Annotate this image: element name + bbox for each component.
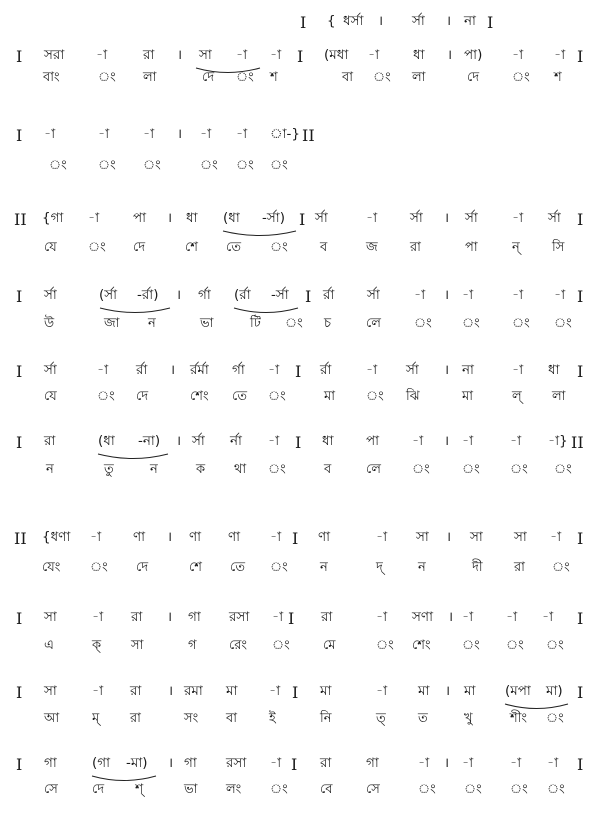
note: রসা (229, 609, 250, 625)
note: -া (366, 210, 378, 226)
note: -র্রা) (137, 287, 159, 303)
lyric-syllable: এ (44, 638, 54, 653)
lyric-syllable: ং (270, 782, 288, 797)
note: -া (412, 433, 424, 449)
note: -া} (548, 433, 568, 449)
bar-line: I (16, 609, 23, 628)
bar-line: I (299, 210, 306, 229)
note: । (167, 609, 173, 625)
bar-line: I (577, 362, 584, 381)
note: । (446, 13, 452, 29)
lyric-syllable: থা (234, 462, 247, 477)
note: মা) (546, 683, 563, 699)
lyric-syllable: জ (366, 240, 378, 255)
note: -া (97, 362, 109, 378)
bar-line: II (302, 126, 315, 145)
lyric-syllable: যে (44, 240, 57, 255)
note: (র্সা (99, 287, 118, 303)
lyric-syllable: আ (44, 711, 60, 726)
note: -া (366, 362, 378, 378)
note: র্সা (315, 210, 328, 226)
bar-line: I (577, 210, 584, 229)
bar-line: I (292, 529, 299, 548)
lyric-syllable: ং (547, 782, 565, 797)
note: ধা (413, 47, 425, 63)
note: (মপা (505, 683, 531, 699)
lyric-syllable: ই (269, 711, 276, 726)
note: । (176, 287, 182, 303)
lyric-syllable: ত (418, 711, 428, 726)
lyric-syllable: সে (366, 782, 380, 797)
note: মা (464, 683, 476, 699)
note: {গা (42, 210, 64, 226)
lyric-syllable: ং (268, 389, 286, 404)
lyric-syllable: বাং (43, 70, 60, 85)
bar-line: I (288, 609, 295, 628)
note: র্রর্মা (190, 362, 209, 378)
note: -া (376, 609, 388, 625)
lyric-syllable: শেং (412, 638, 431, 653)
note: -া (200, 126, 212, 142)
note: । (167, 210, 173, 226)
note: । (378, 13, 384, 29)
lyric-syllable: দী (472, 560, 483, 575)
lyric-syllable: ভা (200, 316, 214, 331)
note: ধর্সা (343, 13, 364, 29)
lyric-syllable: রা (410, 240, 421, 255)
bar-line: I (16, 433, 23, 452)
note: -া (512, 287, 524, 303)
lyric-syllable: ং (270, 158, 288, 173)
lyric-syllable: খু (464, 711, 473, 726)
lyric-syllable: ং (49, 158, 67, 173)
note: পা (133, 210, 147, 226)
bar-line: I (16, 47, 23, 66)
lyric-syllable: ং (412, 462, 430, 477)
bar-line: I (577, 47, 584, 66)
note: রা (44, 433, 56, 449)
lyric-syllable: বা (226, 711, 238, 726)
note: । (446, 529, 452, 545)
lyric-syllable: রা (514, 560, 525, 575)
lyric-syllable: চ (324, 316, 332, 331)
note: মা (226, 683, 238, 699)
lyric-syllable: ং (552, 560, 570, 575)
lyric-syllable: দে (133, 240, 146, 255)
lyric-syllable: ং (270, 560, 288, 575)
lyric-syllable: ং (200, 158, 218, 173)
note: র্সা (465, 210, 478, 226)
lyric-syllable: ং (554, 316, 572, 331)
note: সা (44, 609, 57, 625)
note: -া (510, 433, 522, 449)
bar-line: I (295, 433, 302, 452)
lyric-syllable: বে (320, 782, 333, 797)
lyric-syllable: লা (552, 389, 566, 404)
note: -া (462, 755, 474, 771)
lyric-syllable: ং (512, 316, 530, 331)
slur-arc (505, 704, 568, 709)
lyric-syllable: গ (188, 638, 197, 653)
lyric-syllable: ক্ (92, 638, 102, 653)
lyric-syllable: মা (462, 389, 473, 404)
lyric-syllable: ং (376, 638, 394, 653)
lyric-syllable: ভা (184, 782, 198, 797)
lyric-syllable: নি (320, 711, 332, 726)
bar-line: I (305, 287, 312, 306)
note: র্সা (44, 362, 57, 378)
note: ণা (133, 529, 146, 545)
lyric-syllable: ম্ (92, 711, 100, 726)
note: র্সা (44, 287, 57, 303)
note: ণা (228, 529, 241, 545)
bar-line: I (16, 755, 23, 774)
lyric-syllable: ত্ (376, 711, 386, 726)
note: -র্সা) (262, 210, 285, 226)
note: -া (510, 755, 522, 771)
note: । (176, 433, 182, 449)
note: । (170, 362, 176, 378)
lyric-syllable: ং (143, 158, 161, 173)
lyric-syllable: শীং (510, 711, 528, 726)
lyric-syllable: ং (98, 70, 116, 85)
lyric-syllable: সা (131, 638, 144, 653)
bar-line: I (16, 126, 23, 145)
lyric-syllable: লে (366, 462, 381, 477)
note: (ধা (223, 210, 240, 226)
bar-line: I (16, 287, 23, 306)
lyric-syllable: ন (320, 560, 328, 575)
note: -া (44, 126, 56, 142)
lyric-syllable: ন (148, 316, 156, 331)
lyric-syllable: লা (143, 70, 157, 85)
slur-arc (100, 308, 170, 313)
note: (র্রা (234, 287, 251, 303)
note: গা (184, 755, 197, 771)
note: -া (368, 47, 380, 63)
lyric-syllable: দে (467, 70, 480, 85)
lyric-syllable: সে (44, 782, 58, 797)
note: -া (376, 683, 388, 699)
note: -া (92, 683, 104, 699)
slur-arc (98, 454, 168, 459)
note: ধা (186, 210, 198, 226)
slur-arc (223, 231, 296, 236)
note: না (464, 13, 476, 29)
note: । (167, 529, 173, 545)
lyric-syllable: রা (130, 711, 141, 726)
lyric-syllable: ব (324, 462, 332, 477)
note: সণা (412, 609, 433, 625)
note: । (447, 47, 453, 63)
note: -া (512, 210, 524, 226)
lyric-syllable: ঝি (406, 389, 420, 404)
lyric-syllable: শে (185, 240, 198, 255)
note: সা (416, 529, 429, 545)
bar-line: I (297, 47, 304, 66)
bar-line: I (291, 755, 298, 774)
note: {ধণা (42, 529, 71, 545)
bar-line: I (577, 609, 584, 628)
note: র্রা (320, 362, 332, 378)
lyric-syllable: মা (324, 389, 335, 404)
lyric-syllable: ং (414, 316, 432, 331)
note: ধা (322, 433, 334, 449)
note: র্সা (548, 210, 561, 226)
bar-line: II (14, 529, 27, 548)
note: পা (366, 433, 380, 449)
note: -া (554, 47, 566, 63)
note: -া (236, 126, 248, 142)
note: রা (320, 755, 332, 771)
note: র্রা (136, 362, 148, 378)
lyric-syllable: ং (98, 158, 116, 173)
lyric-syllable: শ (270, 70, 278, 85)
lyric-syllable: ং (418, 782, 436, 797)
lyric-syllable: রেং (229, 638, 248, 653)
note: । (444, 755, 450, 771)
lyric-syllable: টি (250, 316, 261, 331)
lyric-syllable: ং (285, 316, 303, 331)
note: (ধা (98, 433, 115, 449)
note: সা (514, 529, 527, 545)
note: । (444, 210, 450, 226)
lyric-syllable: ং (268, 462, 286, 477)
lyric-syllable: তে (230, 560, 246, 575)
note: রসা (226, 755, 247, 771)
note: । (444, 433, 450, 449)
note: -মা) (126, 755, 148, 771)
note: -া (550, 529, 562, 545)
lyric-syllable: ং (97, 389, 115, 404)
note: রা (131, 609, 143, 625)
lyric-syllable: ং (462, 462, 480, 477)
lyric-syllable: ন (46, 462, 54, 477)
note: -া (462, 433, 474, 449)
note: র্সা (410, 210, 423, 226)
note: -া (88, 210, 100, 226)
lyric-syllable: ং (506, 638, 524, 653)
lyric-syllable: ং (464, 782, 482, 797)
lyric-syllable: দে (202, 70, 215, 85)
lyric-syllable: জা (104, 316, 120, 331)
note: । (168, 755, 174, 771)
note: গা (44, 755, 57, 771)
lyric-syllable: সং (184, 711, 199, 726)
note: -া (376, 529, 388, 545)
note: র্সা (412, 13, 425, 29)
note: । (444, 287, 450, 303)
note: -া (554, 287, 566, 303)
lyric-syllable: ং (373, 70, 391, 85)
slur-arc (92, 776, 156, 781)
note: { (327, 13, 336, 29)
bar-line: I (577, 287, 584, 306)
note: র্সা (406, 362, 419, 378)
note: র্সা (367, 287, 380, 303)
note: -া (418, 755, 430, 771)
note: -া (270, 755, 282, 771)
note: -া (92, 609, 104, 625)
note: -া (547, 755, 559, 771)
note: -া (272, 609, 284, 625)
note: র্না (230, 433, 242, 449)
note: -া (506, 609, 518, 625)
note: -া (98, 126, 110, 142)
note: রা (130, 683, 142, 699)
note: সরা (44, 47, 65, 63)
lyric-syllable: তে (226, 240, 242, 255)
lyric-syllable: ল্ (512, 389, 522, 404)
note: -র্সা (271, 287, 289, 303)
note: -া (236, 47, 248, 63)
note: র্সা (192, 433, 205, 449)
slur-arc (234, 308, 298, 313)
lyric-syllable: যেং (42, 560, 61, 575)
bar-line: I (292, 683, 299, 702)
lyric-syllable: শে (189, 560, 202, 575)
note: রমা (184, 683, 203, 699)
lyric-syllable: পা (465, 240, 478, 255)
bar-line: I (577, 683, 584, 702)
note: -া (542, 609, 554, 625)
note: গা (366, 755, 379, 771)
lyric-syllable: ন্ (512, 240, 520, 255)
note: -া (268, 433, 280, 449)
bar-line: I (300, 13, 307, 32)
note: া-} (270, 126, 301, 142)
note: ণা (318, 529, 331, 545)
note: -া (270, 47, 282, 63)
note: পা) (464, 47, 483, 63)
lyric-syllable: ং (554, 462, 572, 477)
lyric-syllable: ং (270, 240, 288, 255)
lyric-syllable: ং (546, 711, 564, 726)
bar-line: I (295, 362, 302, 381)
note: । (444, 362, 450, 378)
bar-line: II (571, 433, 584, 452)
lyric-syllable: উ (44, 316, 55, 331)
lyric-syllable: যে (44, 389, 57, 404)
note: গা (188, 609, 201, 625)
note: রা (143, 47, 155, 63)
lyric-syllable: ক (196, 462, 206, 477)
lyric-syllable: ন (150, 462, 158, 477)
note: র্গা (198, 287, 211, 303)
note: -া (90, 529, 102, 545)
note: র্রা (323, 287, 335, 303)
note: -া (143, 126, 155, 142)
note: -া (96, 47, 108, 63)
note: -া (512, 47, 524, 63)
note: রা (321, 609, 333, 625)
lyric-syllable: ং (236, 70, 254, 85)
lyric-syllable: ং (272, 638, 290, 653)
note: -া (270, 529, 282, 545)
note: মা (418, 683, 430, 699)
lyric-syllable: ং (366, 389, 384, 404)
lyric-syllable: ং (462, 638, 480, 653)
bar-line: I (577, 529, 584, 548)
note: ধা (548, 362, 560, 378)
note: -া (414, 287, 426, 303)
lyric-syllable: ং (236, 158, 254, 173)
note: ণা (189, 529, 202, 545)
lyric-syllable: ং (512, 70, 530, 85)
lyric-syllable: সি (552, 240, 565, 255)
lyric-syllable: লা (412, 70, 426, 85)
lyric-syllable: দে (136, 560, 149, 575)
note: । (448, 609, 454, 625)
lyric-syllable: ং (546, 638, 564, 653)
lyric-syllable: ন (418, 560, 426, 575)
lyric-syllable: দে (92, 782, 105, 797)
note: । (177, 126, 183, 142)
note: সা (470, 529, 483, 545)
lyric-syllable: লং (226, 782, 242, 797)
note: -া (462, 609, 474, 625)
lyric-syllable: শ্ (135, 782, 144, 797)
lyric-syllable: মে (323, 638, 336, 653)
note: । (168, 683, 174, 699)
note: (মধা (324, 47, 349, 63)
note: -া (268, 362, 280, 378)
lyric-syllable: শ (554, 70, 562, 85)
lyric-syllable: দে (136, 389, 149, 404)
bar-line: I (487, 13, 494, 32)
note: না (462, 362, 474, 378)
lyric-syllable: ং (88, 240, 106, 255)
note: (গা (92, 755, 111, 771)
bar-line: I (16, 362, 23, 381)
note: -া (512, 362, 524, 378)
lyric-syllable: শেং (190, 389, 209, 404)
lyric-syllable: ং (510, 782, 528, 797)
note: সা (199, 47, 212, 63)
note: মা (320, 683, 332, 699)
lyric-syllable: তু (104, 462, 114, 477)
note: সা (44, 683, 57, 699)
note: র্গা (232, 362, 245, 378)
bar-line: II (14, 210, 27, 229)
lyric-syllable: ং (462, 316, 480, 331)
bar-line: I (577, 755, 584, 774)
note: -না) (138, 433, 161, 449)
note: -া (269, 683, 281, 699)
lyric-syllable: ব (320, 240, 328, 255)
lyric-syllable: দ্ (376, 560, 383, 575)
note: -া (462, 287, 474, 303)
lyric-syllable: লে (366, 316, 381, 331)
note: । (177, 47, 183, 63)
lyric-syllable: তে (232, 389, 248, 404)
note: । (445, 683, 451, 699)
lyric-syllable: ং (90, 560, 108, 575)
lyric-syllable: ং (510, 462, 528, 477)
bar-line: I (16, 683, 23, 702)
lyric-syllable: বা (342, 70, 354, 85)
